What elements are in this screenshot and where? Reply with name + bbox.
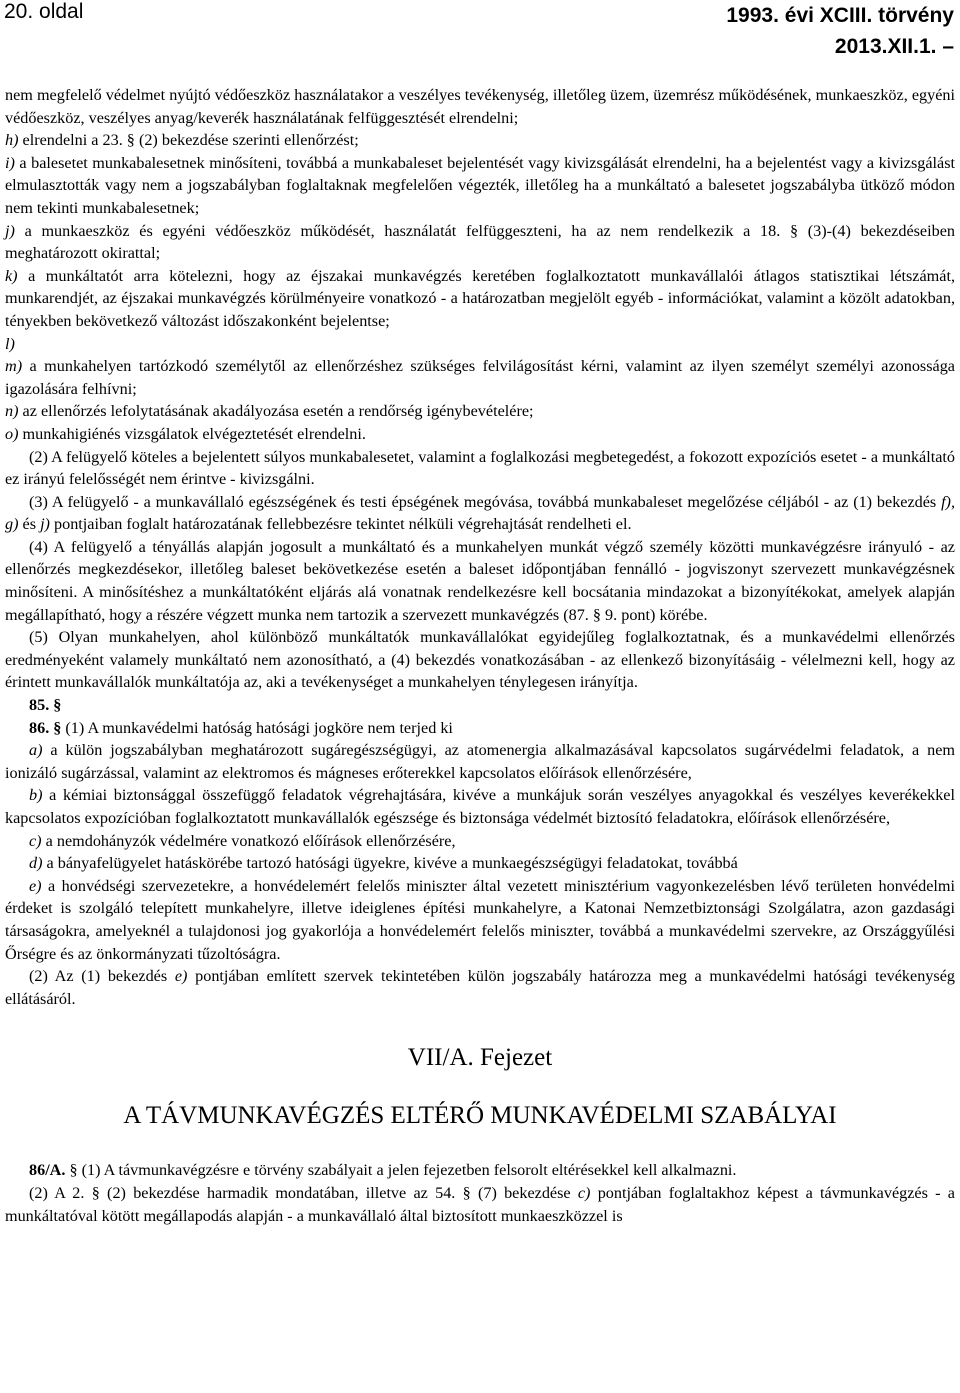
point-mark: d): [29, 854, 43, 873]
section-number: 86/A.: [29, 1161, 66, 1180]
point-text: a kémiai biztonsággal összefüggő feladatok végrehajtására, kivéve a munkájuk során veszélyes anyagokkal és veszélyes keverékekkel kapcsolatos expozícióban foglalkoztatott munkavállalók egészsége és biztonsága védelmét biztosító feladatokra, előírások ellenőrzésére,: [5, 786, 955, 827]
point-o: [5, 423, 955, 446]
point-mark: a): [29, 741, 43, 760]
point-mark: l): [5, 334, 15, 353]
section-86: [5, 717, 955, 740]
subsection-text: pontjában foglaltakhoz képest a távmunkavégzés - a munkáltatóval kötött megállapodás alapján - a munkavállaló által biztosított munkaeszközzel is: [5, 1183, 955, 1225]
subsection-text: (2) Az (1) bekezdés: [29, 967, 175, 986]
subsection-text: (3) A felügyelő - a munkavállaló egészségének és testi épségének megóvása, továbbá munkabaleset megelőzése céljából - az (1) bekezdés: [29, 492, 942, 511]
section-number: 86. §: [29, 718, 62, 737]
point-reference: f), g): [5, 492, 955, 534]
point-text: a külön jogszabályban meghatározott sugáregészségügyi, az atomenergia alkalmazásával kapcsolatos sugárvédelmi feladatok, a nem ionizáló sugárzással, valamint az elektromos és mágneses erőterekkel kapcsolatos előírások ellenőrzésére,: [5, 741, 955, 782]
subsection-text: pontjában említett szervek tekintetében külön jogszabály határozza meg a munkavédelmi hatósági tevékenység ellátásáról.: [5, 967, 955, 1008]
point-l: [5, 333, 955, 356]
point-mark: h): [5, 131, 19, 150]
point-e: [5, 875, 955, 965]
subsection-2: (2) A felügyelő köteles a bejelentett súlyos munkabalesetet, valamint a foglalkozási megbetegedést, a fokozott expozíciós esetet - a munkáltató ez irányú felelősségét nem érintve - kivizsgálni.: [5, 447, 955, 489]
subsection-text: (2) A 2. § (2) bekezdése harmadik mondatában, illetve az 54. § (7) bekezdése: [29, 1183, 578, 1202]
section-text: § (1) A távmunkavégzésre e törvény szabályait a jelen fejezetben felsorolt eltérésekkel kell alkalmazni.: [65, 1161, 737, 1180]
point-reference: e): [174, 967, 188, 986]
point-text: a munkahelyen tartózkodó személytől az ellenőrzéshez szükséges felvilágosítást kérni, valamint az ilyen személyt személyi azonossága igazolására felhívni;: [5, 357, 955, 398]
point-mark: i): [5, 153, 15, 172]
point-h: [5, 129, 955, 152]
point-mark: c): [29, 831, 42, 850]
chapter-title: A TÁVMUNKAVÉGZÉS ELTÉRŐ MUNKAVÉDELMI SZABÁLYAI: [123, 1102, 837, 1130]
chapter-heading: VII/A. Fejezet: [407, 1044, 553, 1072]
point-mark: j): [5, 221, 15, 240]
point-text: a bányafelügyelet hatáskörébe tartozó hatósági ügyekre, kivéve a munkaegészségügyi feladatokat, továbbá: [42, 854, 738, 873]
point-reference: j): [40, 515, 50, 534]
point-text: a honvédségi szervezetekre, a honvédelemért felelős miniszter által vezetett minisztérium vagyonkezelésben lévő területen honvédelmi érdeket is szolgáló telepített munkahelyre, illetve ideiglenes építési munkahelyre, a Katonai Nemzetbiztonsági Szolgálatra, azon gazdasági társaságokra, amelyeknél a tulajdonosi jog gyakorlója a honvédelemért felelős miniszter, továbbá a munkavédelmi szervekre, az Országgyűlési Őrségre és az önkormányzati tűzoltóságra.: [5, 876, 955, 963]
subsection-3: [5, 491, 955, 536]
point-text: a balesetet munkabalesetnek minősíteni, továbbá a munkabaleset bejelentését vagy kivizsgálását elrendelni, ha a bejelentést vagy a kivizsgálást elmulasztották vagy nem a jogszabályban foglaltaknak megfelelően végezték, illetőleg ha a munkáltató a balesetet jogszabályba ütköző módon nem tekinti munkabalesetnek;: [5, 153, 955, 217]
point-c: [5, 830, 955, 853]
point-mark: m): [5, 357, 23, 376]
law-title: 1993. évi XCIII. törvény: [726, 4, 954, 27]
page-number: 20. oldal: [4, 0, 84, 23]
point-text: a munkáltatót arra kötelezni, hogy az éjszakai munkavégzés keretében foglalkoztatott munkavállalói átlagos statisztikai létszámát, munkarendjét, az éjszakai munkavégzés körülményeire vonatkozó - a határozatban megjelölt egyéb - információkat, valamint a közölt adatokban, tényekben bekövetkező változást időszakonként bejelentse;: [5, 266, 955, 330]
subsection-text: és: [18, 515, 41, 534]
section-85-heading: 85. §: [29, 696, 62, 715]
point-mark: n): [5, 402, 19, 421]
point-m: [5, 355, 955, 400]
document-body: [5, 84, 955, 1227]
point-text: elrendelni a 23. § (2) bekezdése szerinti ellenőrzést;: [18, 131, 359, 150]
version-date: 2013.XII.1. –: [834, 35, 954, 58]
subsection-4: (4) A felügyelő a tényállás alapján jogosult a munkáltató és a munkahelyen munkát végző személy közötti munkavégzésre irányuló - az ellenőrzés megkezdésekor, illetőleg baleset bekövetkezése esetén a baleset időpontjában fennálló - jogviszonyt szervezett munkavégzésnek minősíteni. A minősítéshez a munkáltatóként eljárás alá vonatnak rendelkezésre kell bocsátania mindazokat a bizonyítékokat, amelyek alapján megállapítható, hogy a részére végzett munka nem tartozik a szervezett munkavégzés (87. § 9. pont) körébe.: [5, 537, 955, 624]
document-header: [726, 0, 954, 62]
point-reference: c): [577, 1183, 591, 1202]
subsection-86a-2: [5, 1182, 955, 1227]
subsection-text: pontjaiban foglalt határozatának fellebbezésre tekintet nélküli végrehajtását rendelheti el.: [49, 515, 632, 534]
point-text: a munkaeszköz és egyéni védőeszköz működését, használatát felfüggeszteni, ha az nem rendelkezik a 18. § (3)-(4) bekezdéseiben meghatározott okirattal;: [5, 221, 955, 263]
point-mark: e): [29, 876, 42, 895]
point-text: a nemdohányzók védelmére vonatkozó előírások ellenőrzésére,: [41, 831, 456, 850]
point-b: [5, 784, 955, 829]
point-mark: o): [5, 424, 19, 443]
point-mark: b): [29, 786, 43, 805]
section-86a: [5, 1159, 955, 1182]
point-d: [5, 852, 955, 875]
point-mark: k): [5, 266, 18, 285]
point-j: [5, 220, 955, 265]
subsection-5: (5) Olyan munkahelyen, ahol különböző munkáltatók munkavállalókat egyidejűleg foglalkoztatnak, és a munkavédelmi ellenőrzés eredményeként valamely munkáltató nem azonosítható, a (4) bekezdés vonatkozásában - az ellenkező bizonyításáig - vélelmezni kell, hogy az érintett munkavállalók munkáltatója az, aki a tevékenységet a munkahelyen ténylegesen irányítja.: [5, 628, 955, 692]
point-i: [5, 152, 955, 220]
point-k: [5, 265, 955, 333]
point-text: az ellenőrzés lefolytatásának akadályozása esetén a rendőrség igénybevételére;: [18, 402, 534, 421]
point-n: [5, 400, 955, 423]
point-a: [5, 739, 955, 784]
paragraph-continuation: nem megfelelő védelmet nyújtó védőeszköz használatakor a veszélyes tevékenység, illetőleg üzem, üzemrész működésének, munkaeszköz, egyéni védőeszköz, veszélyes anyag/keverék használatának felfüggesztését elrendelni;: [5, 86, 955, 127]
subsection-86-2: [5, 965, 955, 1010]
point-text: munkahigiénés vizsgálatok elvégeztetését elrendelni.: [18, 424, 366, 443]
section-text: (1) A munkavédelmi hatóság hatósági jogköre nem terjed ki: [61, 718, 453, 737]
